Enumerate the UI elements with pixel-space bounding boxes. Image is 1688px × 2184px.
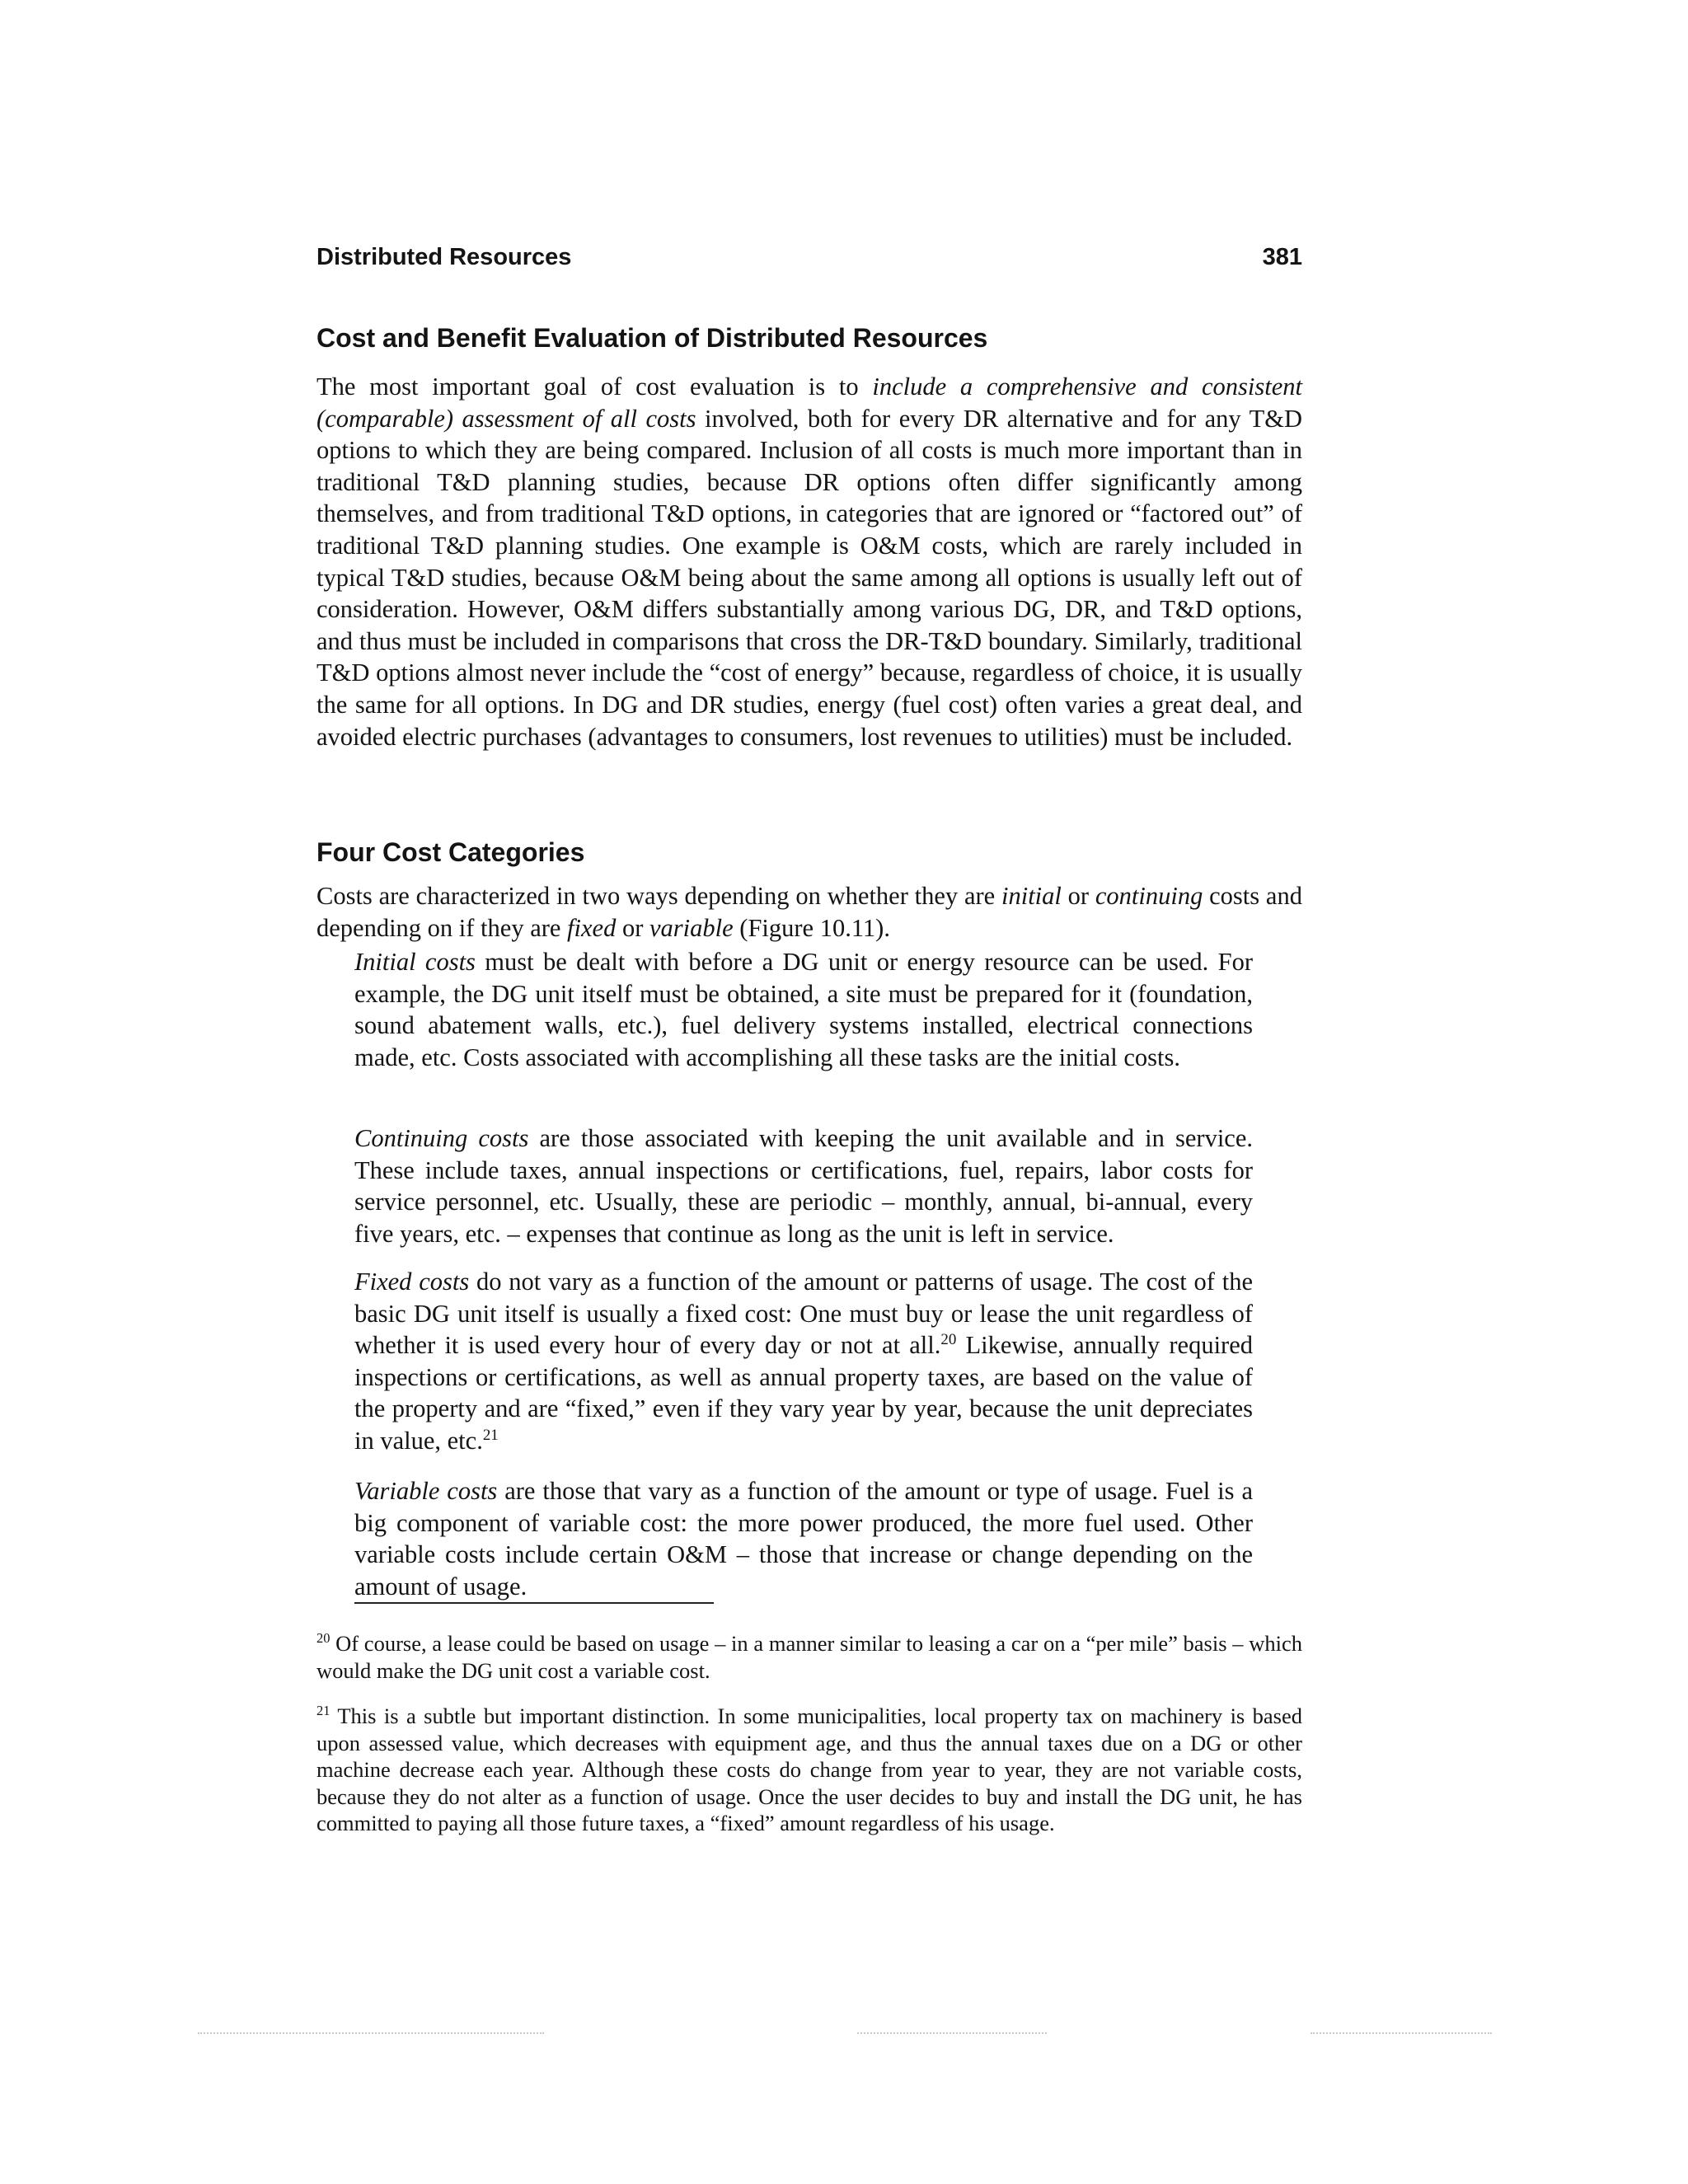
footnote-ref-20: 20 <box>940 1331 957 1349</box>
term-initial-costs: Initial costs <box>354 948 476 976</box>
term-fixed: fixed <box>567 913 617 942</box>
scan-artifact-line <box>198 2032 544 2034</box>
footnote-ref-21: 21 <box>482 1426 499 1444</box>
term-initial: initial <box>1001 882 1062 910</box>
paragraph-text: involved, both for every DR alternative and for any T&D options to which they are being compared. Inclusion of all costs is much more important than in traditional T&D planning studies, because DR options often differ significantly among themselves, and from traditional T&D options, in categories that are ignored or “factored out” of traditional T&D planning studies. One example is O&M costs, which are rarely included in typical T&D studies, because O&M being about the same among all options is usually left out of consideration. However, O&M differs substantially among various DG, DR, and T&D options, and thus must be included in comparisons that cross the DR-T&D boundary. Similarly, traditional T&D options almost never include the “cost of energy” because, regardless of choice, it is usually the same for all options. In DG and DR studies, energy (fuel cost) often varies a great deal, and avoided electric purchases (advantages to consumers, lost revenues to utilities) must be included. <box>316 404 1303 751</box>
paragraph-text: are those that vary as a function of the amount or type of usage. Fuel is a big component of variable cost: the more power produced, the more fuel used. Other variable costs include certain O&M – those that increase or change depending on the amount of usage. <box>354 1477 1253 1601</box>
section-heading-cost-benefit: Cost and Benefit Evaluation of Distributed Resources <box>316 323 988 353</box>
scan-artifact-line <box>1311 2032 1492 2034</box>
paragraph-text: or <box>616 913 649 942</box>
paragraph-text: are those associated with keeping the unit available and in service. These include taxes, annual inspections or certifications, fuel, repairs, labor costs for service personnel, etc. Usually, these are periodic – monthly, annual, bi-annual, every five years, etc. – expenses that continue as long as the unit is left in service. <box>354 1124 1254 1248</box>
footnote-20 <box>316 1630 1302 1684</box>
footnote-21 <box>316 1703 1302 1837</box>
term-continuing: continuing <box>1095 882 1203 910</box>
paragraph-cost-evaluation <box>316 371 1302 752</box>
paragraph-text: Likewise, annually required inspections or certifications, as well as annual property taxes, are based on the value of the property and are “fixed,” even if they vary year by year, because the unit depreciates in value, etc. <box>354 1331 1253 1455</box>
section-heading-four-cost-categories: Four Cost Categories <box>316 837 585 867</box>
paragraph-text: or <box>1061 882 1095 910</box>
term-variable: variable <box>649 913 734 942</box>
footnote-number: 20 <box>316 1630 331 1647</box>
footnote-text: This is a subtle but important distinction. In some municipalities, local property tax on machinery is based upon assessed value, which decreases with equipment age, and thus the annual taxes due on a DG or other machine decrease each year. Although these costs do change from year to year, they are not variable costs, because they do not alter as a function of usage. Once the user decides to buy and install the DG unit, he has committed to paying all those future taxes, a “fixed” amount regardless of his usage. <box>316 1704 1302 1835</box>
scan-artifact-line <box>857 2032 1047 2034</box>
term-fixed-costs: Fixed costs <box>354 1268 470 1296</box>
footnote-text: Of course, a lease could be based on usage – in a manner similar to leasing a car on a “per mile” basis – which would make the DG unit cost a variable cost. <box>316 1631 1302 1683</box>
paragraph-text: costs and depending on if they are <box>316 882 1302 942</box>
emphasis-text: include a comprehensive and consistent (comparable) assessment of all costs <box>316 373 1302 433</box>
paragraph-text: Costs are characterized in two ways depending on whether they are <box>316 882 1001 910</box>
term-continuing-costs: Continuing costs <box>354 1124 529 1152</box>
footnote-number: 21 <box>316 1703 331 1719</box>
paragraph-text: must be dealt with before a DG unit or energy resource can be used. For example, the DG unit itself must be obtained, a site must be prepared for it (foundation, sound abatement walls, etc.), fuel delivery systems installed, electrical connections made, etc. Costs associated with accomplishing all these tasks are the initial costs. <box>354 948 1253 1071</box>
paragraph-text: The most important goal of cost evaluation is to <box>316 373 873 401</box>
footnote-divider <box>354 1602 714 1604</box>
term-variable-costs: Variable costs <box>354 1477 498 1505</box>
paragraph-continuing-costs <box>354 1122 1253 1249</box>
page-number: 381 <box>1262 244 1302 270</box>
paragraph-text: do not vary as a function of the amount or patterns of usage. The cost of the basic DG unit itself is usually a fixed cost: One must buy or lease the unit regardless of whether it is used every hour of every day or not at all. <box>354 1268 1253 1360</box>
running-header <box>316 244 1302 274</box>
paragraph-fixed-costs <box>354 1266 1253 1457</box>
paragraph-variable-costs <box>354 1475 1253 1602</box>
paragraph-cost-characterization <box>316 880 1302 944</box>
running-title: Distributed Resources <box>316 244 572 270</box>
paragraph-initial-costs <box>354 946 1253 1073</box>
paragraph-text: (Figure 10.11). <box>733 913 890 942</box>
